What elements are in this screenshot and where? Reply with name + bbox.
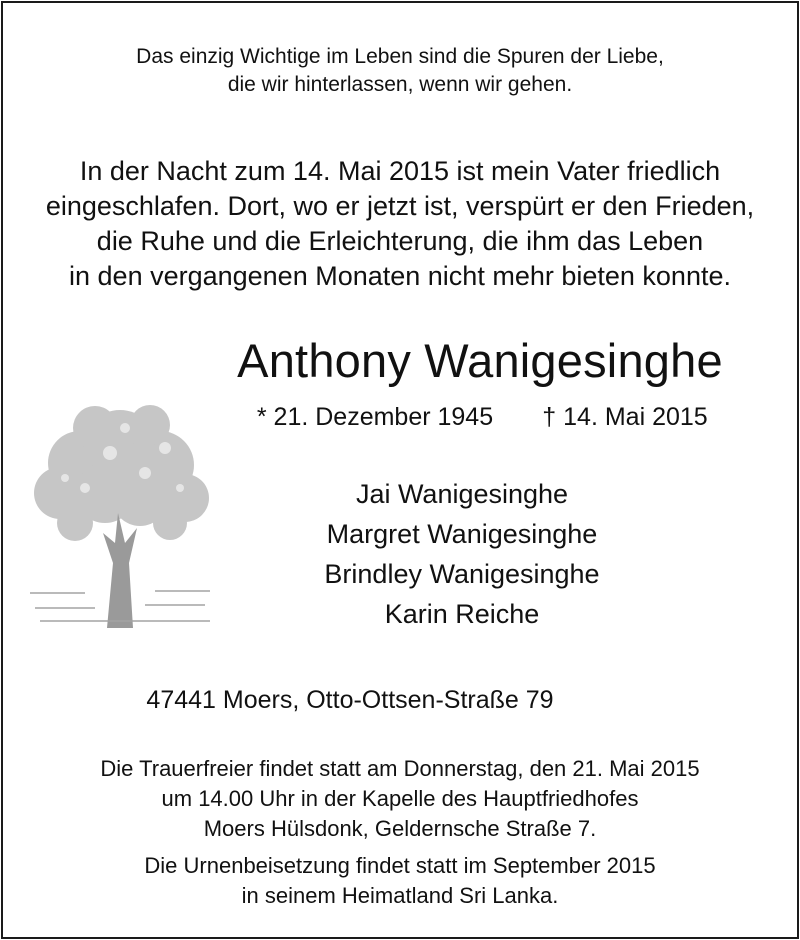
funeral-line-1: Die Trauerfreier findet statt am Donnerstag, den 21. Mai 2015 <box>100 756 700 781</box>
funeral-line-2: um 14.00 Uhr in der Kapelle des Hauptfriedhofes <box>161 786 639 811</box>
intro-line-3: die Ruhe und die Erleichterung, die ihm das Leben <box>96 226 704 256</box>
mourner-3: Brindley Wanigesinghe <box>324 559 600 589</box>
quote-line-2: die wir hinterlassen, wenn wir gehen. <box>227 73 573 96</box>
death-date: † 14. Mai 2015 <box>542 403 708 431</box>
urn-line-1: Die Urnenbeisetzung findet statt im September 2015 <box>144 853 656 878</box>
urn-line-2: in seinem Heimatland Sri Lanka. <box>241 883 559 908</box>
mourner-1: Jai Wanigesinghe <box>355 479 569 509</box>
intro-line-4: in den vergangenen Monaten nicht mehr bieten konnte. <box>69 261 731 291</box>
birth-date: * 21. Dezember 1945 <box>256 403 494 431</box>
intro-line-1: In der Nacht zum 14. Mai 2015 ist mein Vater friedlich <box>79 156 721 186</box>
quote-line-1: Das einzig Wichtige im Leben sind die Spuren der Liebe, <box>136 45 664 68</box>
address: 47441 Moers, Otto-Ottsen-Straße 79 <box>146 686 554 714</box>
funeral-line-3: Moers Hülsdonk, Geldernsche Straße 7. <box>203 816 597 841</box>
obituary-card <box>1 1 799 939</box>
intro-line-2: eingeschlafen. Dort, wo er jetzt ist, verspürt er den Frieden, <box>45 191 755 221</box>
mourner-4: Karin Reiche <box>384 599 540 629</box>
mourner-2: Margret Wanigesinghe <box>326 519 598 549</box>
deceased-name: Anthony Wanigesinghe <box>237 334 723 387</box>
